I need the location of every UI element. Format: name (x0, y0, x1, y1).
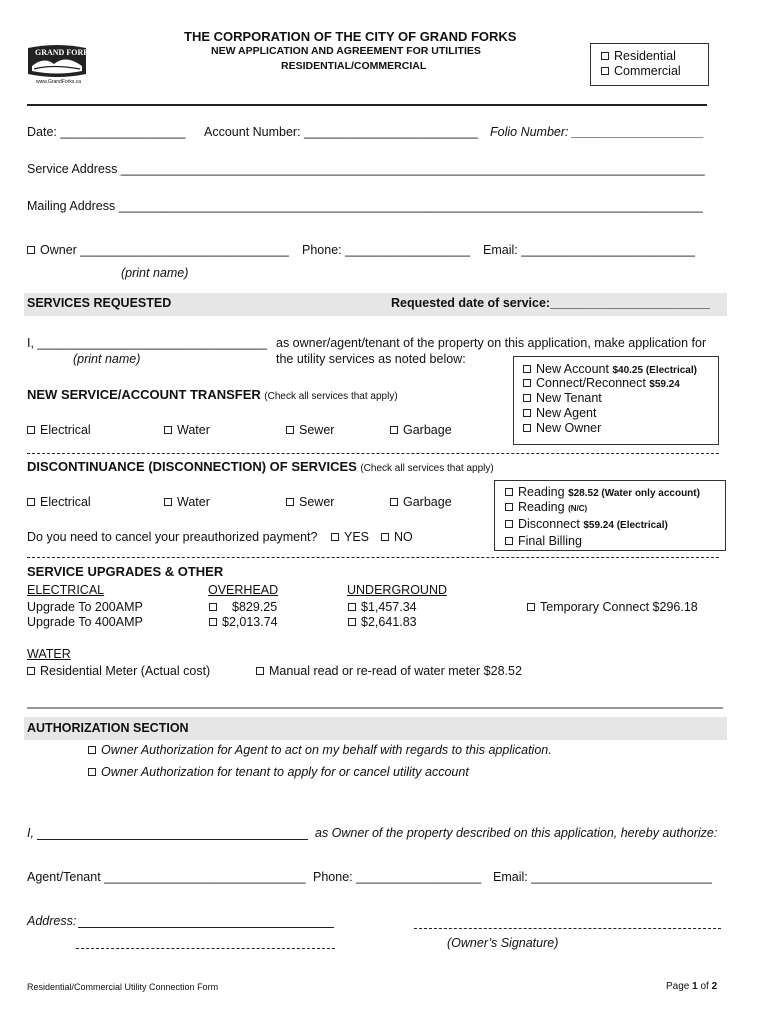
cancel-payment-question: Do you need to cancel your preauthorized payment? (27, 530, 318, 544)
section-divider (27, 707, 723, 709)
new-account-fee: $40.25 (Electrical) (612, 365, 697, 376)
new-agent-label: New Agent (536, 406, 597, 420)
owner-name-line[interactable] (37, 839, 308, 840)
phone-field[interactable]: Phone: __________________ (302, 243, 471, 257)
agent-authorization-label: Owner Authorization for Agent to act on my behalf with regards to this application. (101, 743, 552, 757)
authorize-text: as Owner of the property described on this application, hereby authorize: (315, 826, 718, 840)
overhead-400-option[interactable] (209, 615, 278, 629)
services-requested-heading: SERVICES REQUESTED (27, 296, 172, 310)
discontinue-title: DISCONTINUANCE (DISCONNECTION) OF SERVICES (27, 459, 357, 474)
new-account-option[interactable] (523, 362, 697, 376)
residential-meter-label: Residential Meter (Actual cost) (40, 664, 211, 678)
logo-text: GRAND FORKS (35, 48, 94, 57)
discontinue-heading (27, 459, 494, 474)
commercial-option[interactable] (601, 64, 681, 78)
final-billing-label: Final Billing (518, 534, 582, 548)
checkbox-icon[interactable] (88, 768, 96, 776)
checkbox-icon[interactable] (348, 618, 356, 626)
underground-200-option[interactable] (348, 600, 417, 614)
new-service-heading (27, 387, 398, 402)
checkbox-icon[interactable] (88, 746, 96, 754)
commercial-label: Commercial (614, 64, 681, 78)
disc-water-option[interactable] (164, 495, 210, 509)
disc-electrical-label: Electrical (40, 495, 91, 509)
checkbox-icon[interactable] (27, 426, 35, 434)
cancel-no-option[interactable] (381, 530, 413, 544)
underground-col-heading: UNDERGROUND (347, 583, 447, 597)
overhead-col-heading: OVERHEAD (208, 583, 279, 597)
checkbox-icon[interactable] (286, 426, 294, 434)
checkbox-icon[interactable] (601, 52, 609, 60)
checkbox-icon[interactable] (527, 603, 535, 611)
disc-electrical-option[interactable] (27, 495, 91, 509)
checkbox-icon[interactable] (523, 409, 531, 417)
reading-water-option[interactable] (505, 485, 700, 499)
section-divider (27, 453, 719, 454)
cancel-yes-option[interactable] (331, 530, 369, 544)
tenant-authorization-label: Owner Authorization for tenant to apply for or cancel utility account (101, 765, 469, 779)
new-account-label: New Account (536, 362, 609, 376)
underground-200-price: $1,457.34 (361, 600, 417, 614)
auth-phone-field[interactable]: Phone: __________________ (313, 870, 482, 884)
email-field[interactable]: Email: _________________________ (483, 243, 695, 257)
owner-field[interactable] (27, 243, 289, 257)
owner-i-prefix: I, (27, 826, 34, 840)
new-water-label: Water (177, 423, 210, 437)
section-divider (27, 557, 719, 558)
authorization-heading: AUTHORIZATION SECTION (27, 721, 189, 735)
logo-url: www.GrandForks.ca (36, 79, 82, 85)
address-line-2[interactable] (76, 948, 335, 949)
connect-label: Connect/Reconnect (536, 376, 646, 390)
form-name: Residential/Commercial Utility Connection Form (27, 982, 219, 992)
agent-authorization-option[interactable] (88, 743, 552, 757)
account-number-field[interactable]: Account Number: _________________________ (204, 125, 478, 139)
application-text-1: as owner/agent/tenant of the property on this application, make application for (276, 336, 707, 350)
reading-water-fee: $28.52 (Water only account) (568, 488, 700, 499)
checkbox-icon[interactable] (348, 603, 356, 611)
disconnect-fee: $59.24 (Electrical) (583, 520, 668, 531)
overhead-200-price: $829.25 (232, 600, 278, 614)
new-sewer-label: Sewer (299, 423, 335, 437)
address-label: Address: (27, 914, 77, 928)
applicant-print-name-hint: (print name) (73, 352, 141, 366)
requested-date-field[interactable]: Requested date of service:_______________________ (391, 296, 710, 310)
overhead-400-price: $2,013.74 (222, 615, 278, 629)
tenant-authorization-option[interactable] (88, 765, 469, 779)
page-total: 2 (711, 981, 718, 992)
page-current: 1 (692, 981, 698, 992)
residential-option[interactable] (601, 49, 676, 63)
final-billing-option[interactable] (505, 534, 582, 548)
checkbox-icon[interactable] (256, 667, 264, 675)
new-electrical-label: Electrical (40, 423, 91, 437)
checkbox-icon[interactable] (331, 533, 339, 541)
new-garbage-option[interactable] (390, 423, 452, 437)
owner-signature-label: (Owner’s Signature) (447, 936, 559, 950)
connect-option[interactable] (523, 376, 680, 390)
checkbox-icon[interactable] (390, 426, 398, 434)
checkbox-icon[interactable] (209, 618, 217, 626)
residential-meter-option[interactable] (27, 664, 210, 678)
page-of: of (700, 981, 709, 992)
disc-water-label: Water (177, 495, 210, 509)
overhead-200-option[interactable] (209, 600, 277, 614)
reading-water-label: Reading (518, 485, 565, 499)
checkbox-icon[interactable] (523, 365, 531, 373)
checkbox-icon[interactable] (505, 503, 513, 511)
temp-connect-label: Temporary Connect $296.18 (540, 600, 698, 614)
reading-nc-option[interactable] (505, 500, 587, 514)
owner-field-text: Owner ______________________________ (40, 243, 289, 257)
checkbox-icon[interactable] (164, 498, 172, 506)
page-number (666, 981, 717, 992)
checkbox-icon[interactable] (27, 667, 35, 675)
new-tenant-option[interactable] (523, 391, 602, 405)
new-garbage-label: Garbage (403, 423, 452, 437)
folio-number-field[interactable]: Folio Number: ___________________ (490, 125, 705, 139)
date-field[interactable]: Date: __________________ (27, 125, 186, 139)
upgrade-200-label: Upgrade To 200AMP (27, 600, 143, 614)
checkbox-icon[interactable] (381, 533, 389, 541)
applicant-name-field[interactable]: I, _________________________________ (27, 336, 267, 350)
new-service-note: (Check all services that apply) (264, 391, 398, 402)
checkbox-icon[interactable] (505, 537, 513, 545)
new-sewer-option[interactable] (286, 423, 334, 437)
disconnect-option[interactable] (505, 517, 668, 531)
checkbox-icon[interactable] (523, 424, 531, 432)
signature-line[interactable] (414, 928, 721, 929)
temp-connect-option[interactable] (527, 600, 698, 614)
checkbox-icon[interactable] (523, 394, 531, 402)
checkbox-icon[interactable] (505, 488, 513, 496)
checkbox-icon[interactable] (390, 498, 398, 506)
upgrades-heading: SERVICE UPGRADES & OTHER (27, 564, 224, 579)
checkbox-icon[interactable] (523, 379, 531, 387)
manual-read-option[interactable] (256, 664, 522, 678)
service-address-field[interactable]: Service Address ____________________________________________________________________________________ (27, 162, 705, 176)
address-line-1[interactable] (78, 927, 334, 928)
checkbox-icon[interactable] (27, 246, 35, 254)
new-owner-option[interactable] (523, 421, 601, 435)
new-service-title: NEW SERVICE/ACCOUNT TRANSFER (27, 387, 261, 402)
cancel-no-label: NO (394, 530, 413, 544)
page-subtitle-2: RESIDENTIAL/COMMERCIAL (281, 60, 427, 72)
checkbox-icon[interactable] (209, 603, 217, 611)
agent-tenant-field[interactable]: Agent/Tenant _____________________________ (27, 870, 306, 884)
mailing-address-field[interactable]: Mailing Address ____________________________________________________________________________________ (27, 199, 703, 213)
reading-nc-label: Reading (518, 500, 565, 514)
disc-garbage-label: Garbage (403, 495, 452, 509)
header-divider (27, 104, 707, 106)
print-name-hint: (print name) (121, 266, 189, 280)
underground-400-price: $2,641.83 (361, 615, 417, 629)
disc-garbage-option[interactable] (390, 495, 452, 509)
new-water-option[interactable] (164, 423, 210, 437)
disconnect-label: Disconnect (518, 517, 580, 531)
disc-sewer-option[interactable] (286, 495, 334, 509)
underground-400-option[interactable] (348, 615, 417, 629)
page-prefix: Page (666, 981, 690, 992)
discontinue-note: (Check all services that apply) (360, 463, 494, 474)
cancel-yes-label: YES (344, 530, 370, 544)
checkbox-icon[interactable] (164, 426, 172, 434)
checkbox-icon[interactable] (286, 498, 294, 506)
new-electrical-option[interactable] (27, 423, 91, 437)
page-title: THE CORPORATION OF THE CITY OF GRAND FORKS (184, 29, 517, 44)
electrical-col-heading: ELECTRICAL (27, 583, 105, 597)
checkbox-icon[interactable] (27, 498, 35, 506)
residential-label: Residential (614, 49, 676, 63)
checkbox-icon[interactable] (505, 520, 513, 528)
checkbox-icon[interactable] (601, 67, 609, 75)
new-owner-label: New Owner (536, 421, 602, 435)
reading-nc-fee: (N/C) (568, 504, 588, 513)
application-text-2: the utility services as noted below: (276, 352, 466, 366)
page-subtitle-1: NEW APPLICATION AND AGREEMENT FOR UTILITIES (211, 45, 481, 57)
new-tenant-label: New Tenant (536, 391, 602, 405)
water-col-heading: WATER (27, 647, 71, 661)
manual-read-label: Manual read or re-read of water meter $28.52 (269, 664, 522, 678)
disc-sewer-label: Sewer (299, 495, 335, 509)
new-agent-option[interactable] (523, 406, 596, 420)
connect-fee: $59.24 (649, 379, 680, 390)
upgrade-400-label: Upgrade To 400AMP (27, 615, 143, 629)
auth-email-field[interactable]: Email: __________________________ (493, 870, 712, 884)
city-logo (22, 40, 92, 90)
